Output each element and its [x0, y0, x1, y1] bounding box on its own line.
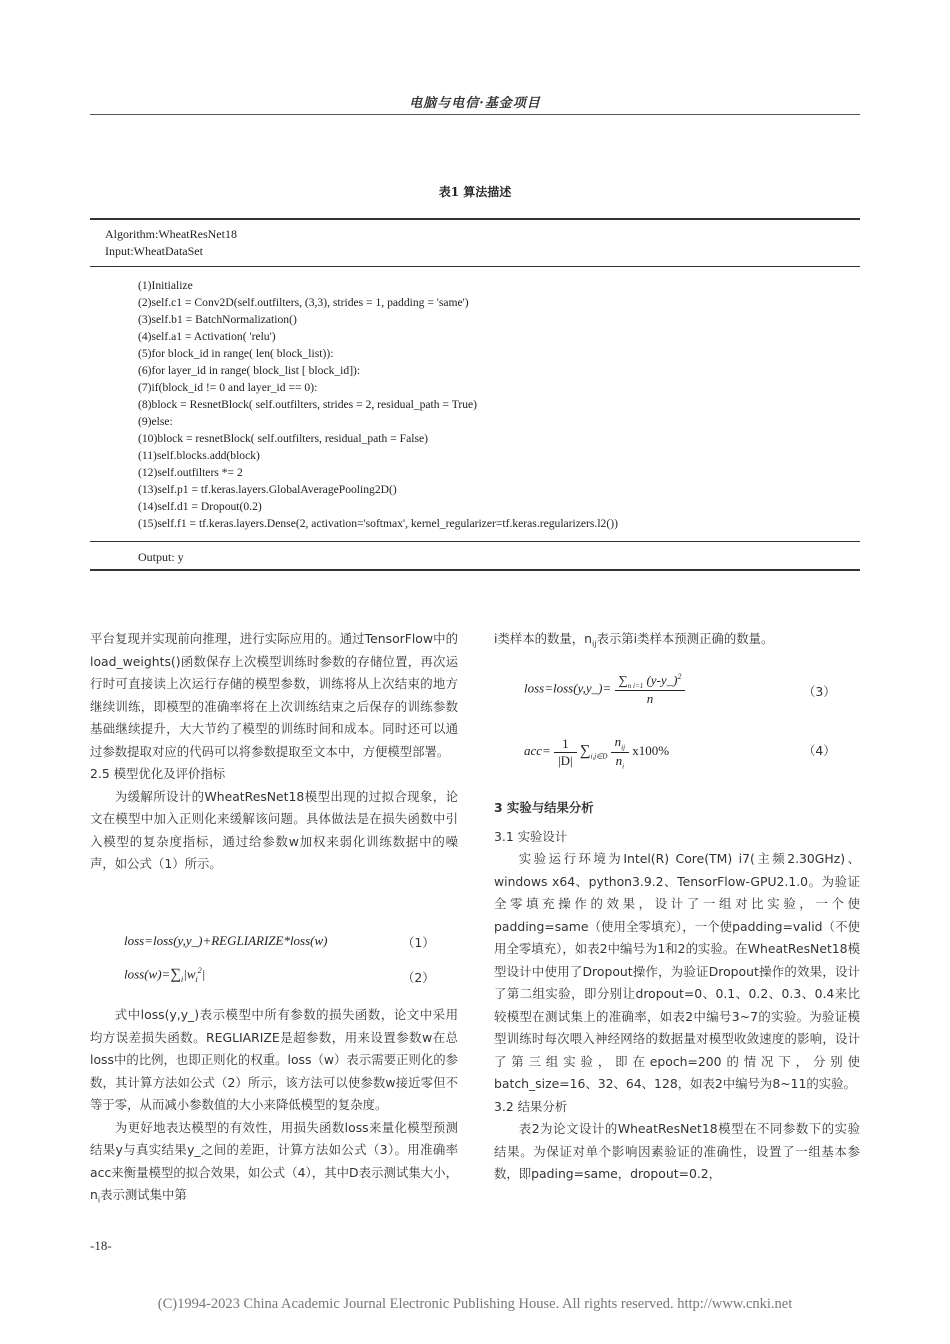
right-paragraph-0-sub: ij [592, 639, 597, 649]
equation-3-sum: ∑ [618, 672, 628, 688]
left-column-lower [90, 1004, 458, 1212]
right-paragraph-0-text-b: 表示第i类样本预测正确的数量。 [596, 631, 774, 646]
algorithm-step: (14)self.d1 = Dropout(0.2) [138, 500, 262, 513]
running-header: 电脑与电信·基金项目 [409, 96, 541, 111]
algorithm-step: (6)for layer_id in range( block_list [ block_id]): [138, 364, 361, 377]
equation-3-power: 2 [677, 672, 682, 681]
equation-4-lhs: acc= [524, 743, 551, 759]
left-paragraph-4-text-a: 为更好地表达模型的有效性，用损失函数loss来量化模型预测结果y与真实结果y_之间的差距，计算方法如公式（3）。用准确率acc来衡量模型的拟合效果，如公式（4），其中D表示测试集大小，n [90, 1119, 458, 1202]
equation-4-ratio [611, 734, 629, 770]
algorithm-step: (12)self.outfilters *= 2 [138, 466, 243, 479]
algorithm-step: (8)block = ResnetBlock( self.outfilters, strides = 2, residual_path = True) [138, 398, 478, 411]
algorithm-step: (7)if(block_id != 0 and layer_id == 0): [138, 381, 318, 394]
right-paragraph-1: 实验运行环境为Intel(R) Core(TM) i7(主频2.30GHz)、windows x64、python3.9.2、TensorFlow-GPU2.1.0。为验证全零填充操作的效果，设计了一组对比实验，一个使padding=same（使用全零填充），一个使padding=valid（不使用全零填充），如表2中编号为1和2的实验。在WheatResNet18模型设计中使用了Dropout操作，为验证Dropout操作的效果，设计了第二组实验，即分别让dropout=0、0.1、0.2、0.3、0.4来比较模型在测试集上的准确率，如表2中编号3~7的实验。为验证模型训练时每次喂入神经网络的数据量对模型收敛速度的影响，设计了第三组实验，即在epoch=200的情况下，分别使batch_size=16、32、64、128，如表2中编号为8~11的实验。 [494, 851, 860, 1091]
left-paragraph-3: 式中loss(y,y_)表示模型中所有参数的损失函数，论文中采用均方误差损失函数。REGLIARIZE是超参数，用来设置参数w在总loss中的比例，也即正则化的权重。loss（w）表示需要正则化的参数，其计算方法如公式（2）所示，该方法可以使参数w接近零但不等于零，从而减小参数值的大小来降低模型的复杂度。 [90, 1007, 458, 1112]
section-3-2-heading: 3.2 结果分析 [494, 1098, 568, 1114]
section-2-5-heading: 2.5 模型优化及评价指标 [90, 766, 226, 781]
equation-3-sum-range: n i=1 [627, 681, 644, 690]
equation-2-term-index: i [195, 974, 198, 984]
equation-4-tail: x100% [632, 743, 670, 759]
section-3-heading: 3 实验与结果分析 [494, 800, 594, 815]
equation-3-number: （3） [803, 684, 836, 699]
algorithm-step: (13)self.p1 = tf.keras.layers.GlobalAveragePooling2D() [138, 483, 397, 496]
algorithm-step: (5)for block_id in range( len( block_list)): [138, 347, 334, 360]
right-column-top [494, 628, 860, 656]
page-number: -18- [90, 1238, 112, 1253]
equation-3-lhs: loss=loss(y,y_)= [524, 680, 612, 696]
algorithm-step: (11)self.blocks.add(block) [138, 449, 260, 462]
algorithm-step: (2)self.c1 = Conv2D(self.outfilters, (3,3), strides = 1, padding = 'same') [138, 296, 469, 309]
equation-4-sum-range: i,j∈D [590, 752, 608, 761]
right-column-main [494, 797, 860, 1186]
equation-2 [124, 966, 205, 984]
equation-3-denominator: n [646, 690, 654, 706]
table-mid-rule [90, 266, 860, 267]
equation-4-D: |D| [558, 752, 573, 768]
copyright-footer: (C)1994-2023 China Academic Journal Electronic Publishing House. All rights reserved. http://www.cnki.net [157, 1296, 793, 1312]
equation-4-one: 1 [554, 736, 577, 753]
equation-4-num: n [614, 734, 622, 749]
equation-2-lhs: loss(w)= [124, 966, 171, 982]
left-paragraph-4-sub: i [97, 1195, 101, 1205]
algorithm-step: (10)block = resnetBlock( self.outfilters, residual_path = False) [138, 432, 428, 445]
algorithm-step: (15)self.f1 = tf.keras.layers.Dense(2, activation='softmax', kernel_regularizer=tf.keras.regularizers.l2()) [138, 517, 618, 530]
equation-4-number: （4） [803, 743, 836, 758]
equation-1-number: （1） [402, 935, 435, 950]
equation-4-coef [554, 736, 577, 769]
algorithm-step: (3)self.b1 = BatchNormalization() [138, 313, 297, 326]
left-paragraph-2: 为缓解所设计的WheatResNet18模型出现的过拟合现象，论文在模型中加入正则化来缓解该问题。具体做法是在损失函数中引入模型的复杂度指标，通过给参数w加权来弱化训练数据中的噪声，如公式（1）所示。 [90, 788, 458, 871]
left-paragraph-4 [90, 1117, 458, 1212]
algorithm-step: (4)self.a1 = Activation( 'relu') [138, 330, 276, 343]
table-caption: 表1 算法描述 [438, 185, 512, 199]
equation-2-end: | [201, 966, 206, 982]
equation-2-term: |w [183, 966, 196, 982]
equation-2-sum-index: i [181, 974, 184, 984]
header-rule [90, 114, 860, 115]
algorithm-steps [138, 277, 618, 532]
equation-4-num-sub: ij [621, 743, 626, 752]
equation-2-term-power: 2 [197, 966, 202, 975]
table-bottom-rule [90, 569, 860, 571]
equation-3 [524, 672, 685, 707]
equation-1: loss=loss(y,y_)+REGLIARIZE*loss(w) [124, 933, 328, 948]
equation-4-den: n [615, 752, 623, 768]
right-paragraph-0-text-a: i类样本的数量，n [494, 631, 593, 646]
equation-4-den-sub: i [622, 762, 625, 771]
right-paragraph-2: 表2为论文设计的WheatResNet18模型在不同参数下的实验结果。为保证对单个影响因素验证的准确性，设置了一组基本参数，即pading=same，dropout=0.2， [494, 1121, 860, 1181]
table-algorithm: Algorithm:WheatResNet18 [105, 227, 237, 241]
left-paragraph-4-text-b: 表示测试集中第 [100, 1187, 187, 1202]
equation-4-sum: ∑ [579, 743, 591, 760]
equation-2-number: （2） [402, 970, 435, 985]
right-paragraph-0 [494, 628, 860, 656]
equation-4 [524, 734, 669, 770]
algorithm-step: (9)else: [138, 415, 173, 428]
table-mid-rule-2 [90, 541, 860, 542]
section-3-1-heading: 3.1 实验设计 [494, 828, 568, 844]
algorithm-step: (1)Initialize [138, 279, 193, 292]
table-output: Output: y [138, 550, 184, 564]
left-column [90, 628, 458, 876]
table-top-rule [90, 218, 860, 220]
equation-2-sum: ∑ [170, 966, 182, 983]
equation-3-fraction [615, 672, 686, 707]
left-paragraph-1: 平台复现并实现前向推理，进行实际应用的。通过TensorFlow中的load_weights()函数保存上次模型训练时参数的存储位置，再次运行时可直接读上次运行存储的模型参数，训练将从上次结束的地方继续训练，即模型的准确率将在上次训练结束之后保存的训练参数基础继续提升，大大节约了模型的训练时间和成本。同时还可以通过参数提取对应的代码可以将参数提取至文本中，方便模型部署。 [90, 631, 458, 759]
equation-3-numerator: (y-y_) [646, 672, 678, 688]
table-input: Input:WheatDataSet [105, 244, 203, 258]
